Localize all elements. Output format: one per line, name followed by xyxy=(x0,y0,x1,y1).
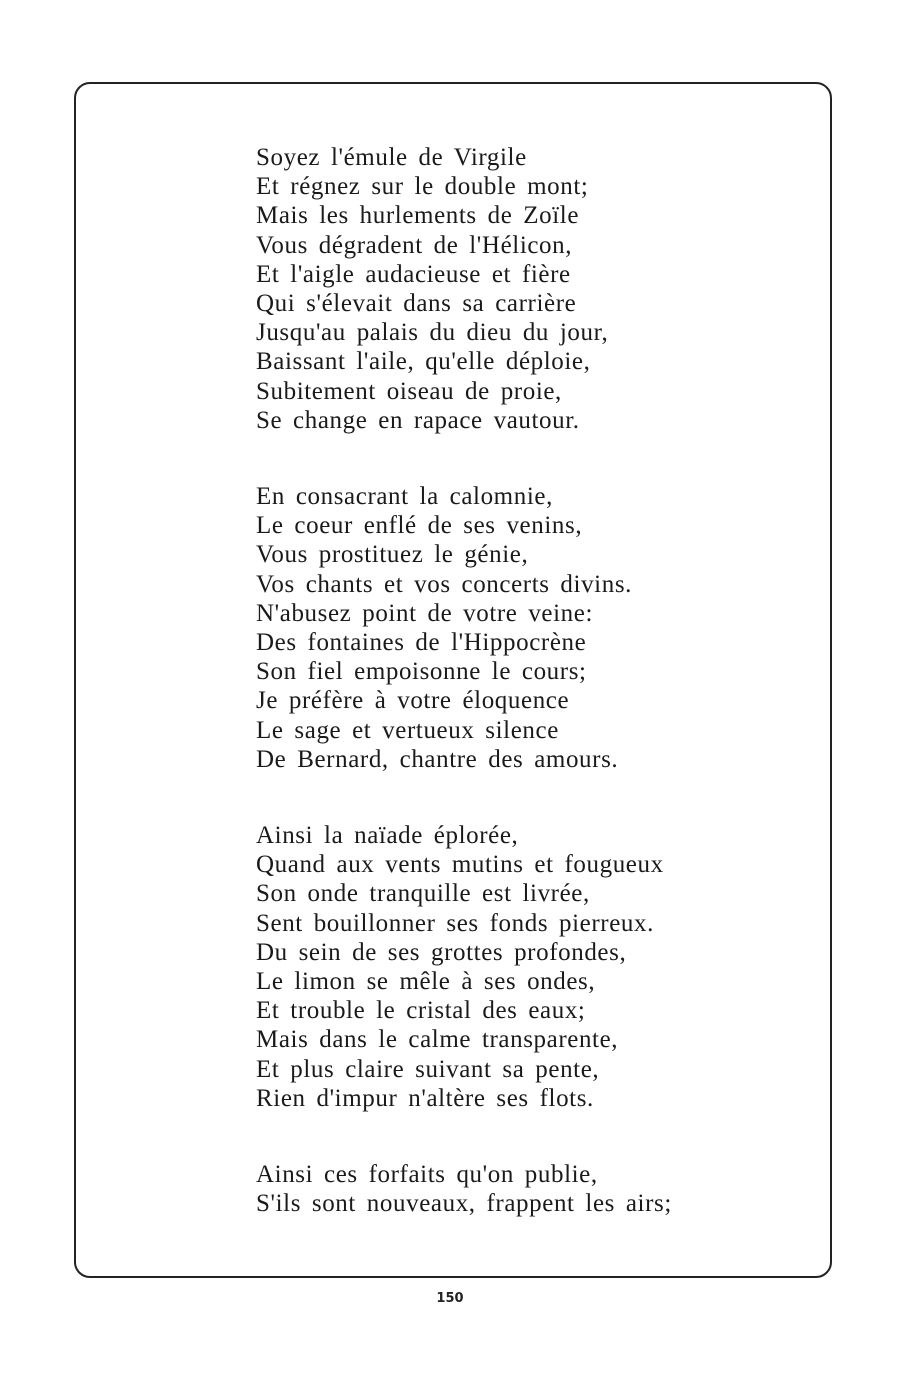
verse-line: Je préfère à votre éloquence xyxy=(256,687,570,715)
verse-line: Ainsi la naïade éplorée, xyxy=(256,822,519,850)
verse-line: Son onde tranquille est livrée, xyxy=(256,880,590,908)
verse-line: Vos chants et vos concerts divins. xyxy=(256,570,633,598)
verse-line: Et plus claire suivant sa pente, xyxy=(256,1055,600,1083)
verse-line: Mais les hurlements de Zoïle xyxy=(256,202,580,230)
verse-line: Des fontaines de l'Hippocrène xyxy=(256,629,587,657)
verse-line: Vous dégradent de l'Hélicon, xyxy=(256,231,573,259)
stanza-1 xyxy=(256,143,776,435)
verse-line: S'ils sont nouveaux, frappent les airs; xyxy=(256,1190,672,1218)
verse-line: Vous prostituez le génie, xyxy=(256,541,529,569)
verse-line: En consacrant la calomnie, xyxy=(256,483,553,511)
verse-line: Rien d'impur n'altère ses flots. xyxy=(256,1084,594,1112)
verse-line: Quand aux vents mutins et fougueux xyxy=(256,851,664,879)
verse-line: Et régnez sur le double mont; xyxy=(256,173,589,201)
stanza-2 xyxy=(256,482,776,774)
verse-line: N'abusez point de votre veine: xyxy=(256,599,594,627)
verse-line: Du sein de ses grottes profondes, xyxy=(256,938,627,966)
verse-line: Sent bouillonner ses fonds pierreux. xyxy=(256,909,654,937)
verse-line: Subitement oiseau de proie, xyxy=(256,377,562,405)
verse-line: Soyez l'émule de Virgile xyxy=(256,144,527,171)
verse-line: Et l'aigle audacieuse et fière xyxy=(256,260,571,288)
verse-line: Baissant l'aile, qu'elle déploie, xyxy=(256,348,591,376)
verse-line: Se change en rapace vautour. xyxy=(256,406,580,434)
verse-line: Le sage et vertueux silence xyxy=(256,716,559,744)
verse-line: Le coeur enflé de ses venins, xyxy=(256,512,583,540)
verse-line: Mais dans le calme transparente, xyxy=(256,1026,619,1054)
page-number: 150 xyxy=(436,1291,464,1306)
verse-line: Le limon se mêle à ses ondes, xyxy=(256,968,596,996)
verse-line: De Bernard, chantre des amours. xyxy=(256,745,619,773)
verse-line: Son fiel empoisonne le cours; xyxy=(256,658,587,686)
verse-line: Jusqu'au palais du dieu du jour, xyxy=(256,319,609,347)
verse-line: Et trouble le cristal des eaux; xyxy=(256,997,586,1025)
poem-body xyxy=(256,143,776,1266)
stanza-3 xyxy=(256,821,776,1113)
verse-line: Qui s'élevait dans sa carrière xyxy=(256,290,577,318)
stanza-4 xyxy=(256,1160,776,1218)
verse-line: Ainsi ces forfaits qu'on publie, xyxy=(256,1161,598,1189)
